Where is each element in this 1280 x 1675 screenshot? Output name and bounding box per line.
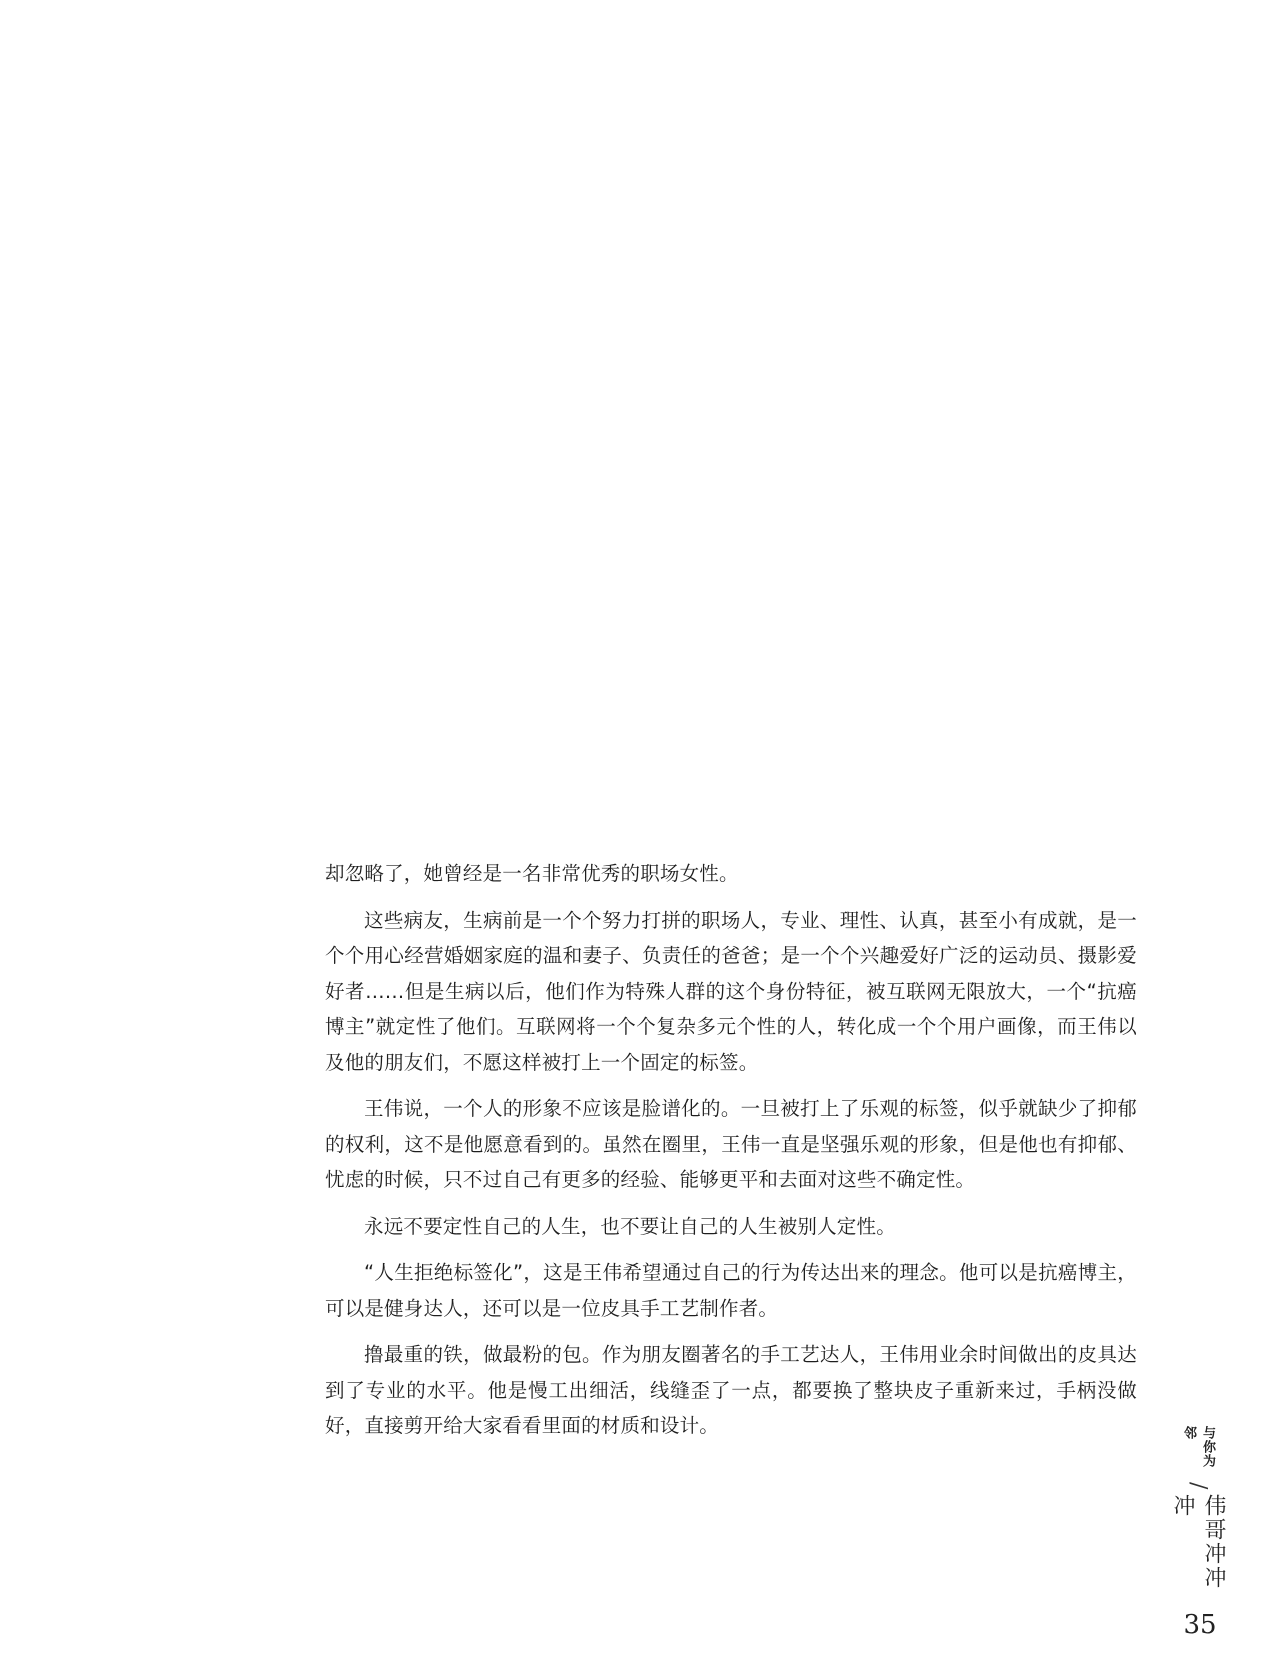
section-name: 与你为邻 xyxy=(1181,1426,1215,1468)
paragraph: 这些病友，生病前是一个个努力打拼的职场人，专业、理性、认真，甚至小有成就，是一个个用心经营婚姻家庭的温和妻子、负责任的爸爸；是一个个兴趣爱好广泛的运动员、摄影爱好者……但是生病以后，他们作为特殊人群的这个身份特征，被互联网无限放大，一个“抗癌博主”就定性了他们。互联网将一个个复杂多元个性的人，转化成一个个用户画像，而王伟以及他的朋友们，不愿这样被打上一个固定的标签。 xyxy=(325,908,1137,1074)
paragraph: 撸最重的铁，做最粉的包。作为朋友圈著名的手工艺达人，王伟用业余时间做出的皮具达到了专业的水平。他是慢工出细活，线缝歪了一点，都要换了整块皮子重新来过，手柄没做好，直接剪开给大家看看里面的材质和设计。 xyxy=(325,1343,1137,1437)
article-title: 伟哥冲冲冲 xyxy=(1170,1493,1226,1590)
paragraph: 王伟说，一个人的形象不应该是脸谱化的。一旦被打上了乐观的标签，似乎就缺少了抑郁的权利，这不是他愿意看到的。虽然在圈里，王伟一直是坚强乐观的形象，但是他也有抑郁、忧虑的时候，只不过自己有更多的经验、能够更平和去面对这些不确定性。 xyxy=(325,1097,1137,1191)
running-header xyxy=(1170,1426,1226,1606)
paragraph-continuation: 却忽略了，她曾经是一名非常优秀的职场女性。 xyxy=(325,862,739,885)
paragraph: 永远不要定性自己的人生，也不要让自己的人生被别人定性。 xyxy=(364,1214,896,1238)
header-separator: / xyxy=(1185,1482,1211,1490)
paragraph: “人生拒绝标签化”，这是王伟希望通过自己的行为传达出来的理念。他可以是抗癌博主，可以是健身达人，还可以是一位皮具手工艺制作者。 xyxy=(325,1261,1137,1320)
article-body xyxy=(325,856,1137,1444)
page-number: 35 xyxy=(1183,1610,1217,1640)
